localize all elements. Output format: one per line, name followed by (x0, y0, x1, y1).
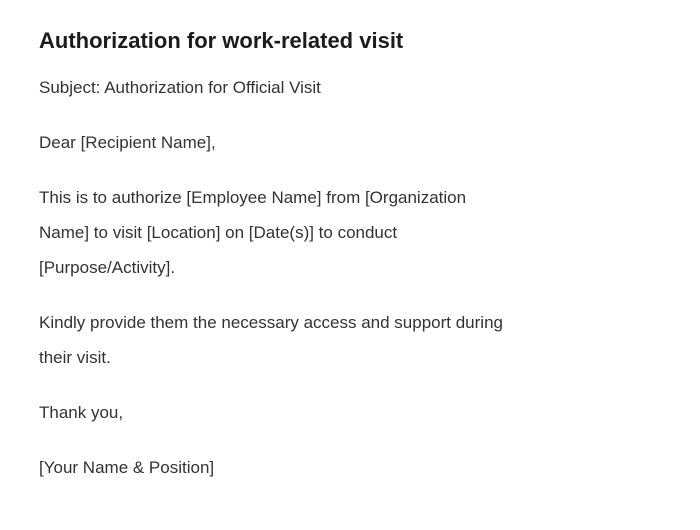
text-line: Kindly provide them the necessary access and support during (39, 313, 503, 332)
text-line: Name] to visit [Location] on [Date(s)] to conduct (39, 223, 398, 242)
paragraph-signature (39, 450, 660, 485)
text-line: This is to authorize [Employee Name] from [Organization (39, 188, 467, 207)
paragraph-thanks (39, 395, 660, 430)
paragraph-salutation (39, 125, 660, 160)
document-title: Authorization for work-related visit (39, 28, 404, 53)
text-line: [Purpose/Activity]. (39, 258, 176, 277)
text-line: Thank you, (39, 403, 124, 422)
text-line: their visit. (39, 348, 111, 367)
text-line: [Your Name & Position] (39, 458, 215, 477)
text-line: Subject: Authorization for Official Visit (39, 78, 321, 97)
paragraph-subject (39, 70, 660, 105)
paragraph-request-support (39, 305, 660, 375)
text-line: Dear [Recipient Name], (39, 133, 216, 152)
paragraph-authorization-body (39, 180, 660, 285)
